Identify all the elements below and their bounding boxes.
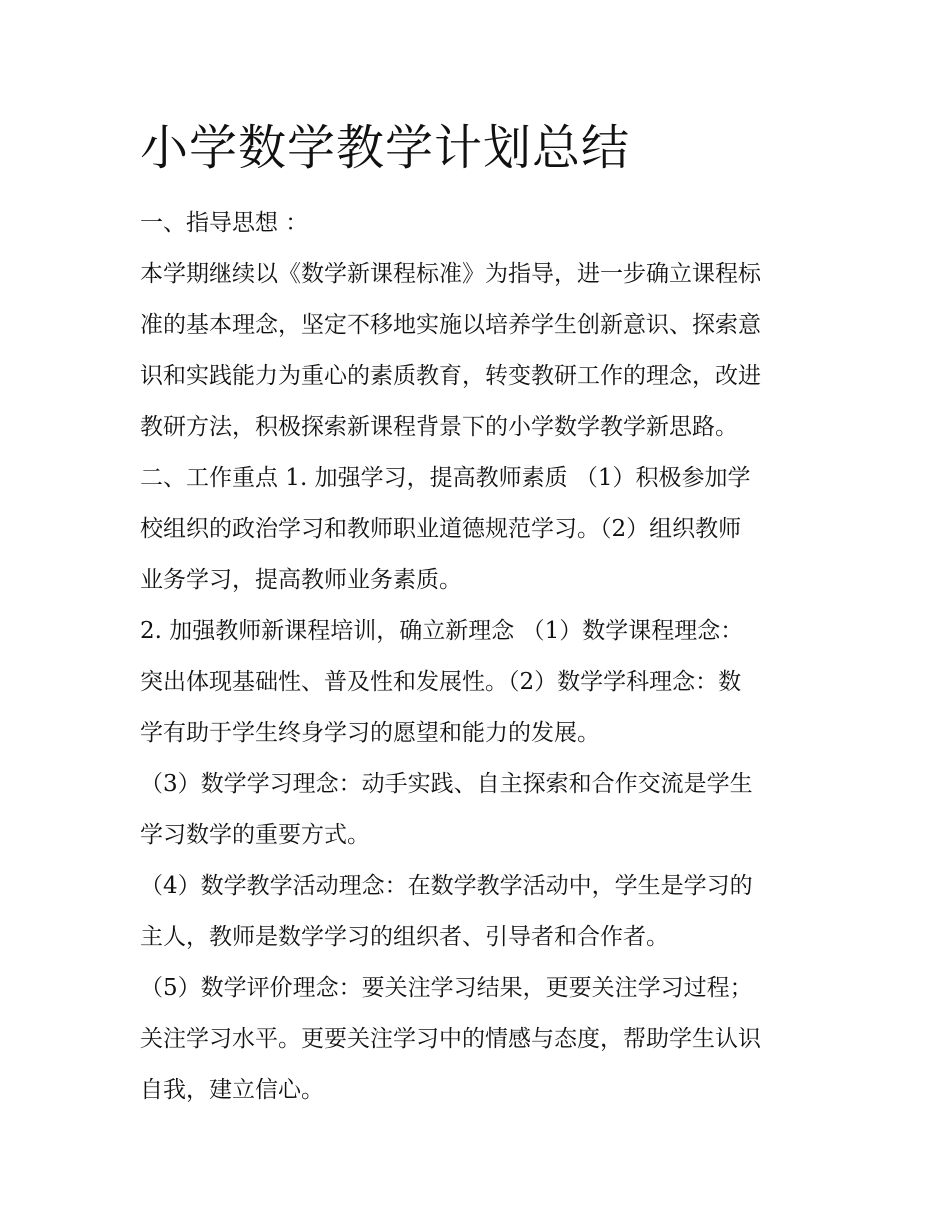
text-line: 突出体现基础性、普及性和发展性。（2）数学学科理念：数 <box>140 669 742 695</box>
text-line: （4）数学教学活动理念：在数学教学活动中，学生是学习的 <box>140 873 753 899</box>
text-line: 自我，建立信心。 <box>140 1077 324 1103</box>
text-line: 本学期继续以《数学新课程标准》为指导，进一步确立课程标 <box>140 261 761 287</box>
text-line: （5）数学评价理念：要关注学习结果，更要关注学习过程； <box>140 975 753 1001</box>
text-line: 关注学习水平。更要关注学习中的情感与态度，帮助学生认识 <box>140 1026 761 1052</box>
text-line: 学习数学的重要方式。 <box>140 822 370 848</box>
document-title: 小学数学教学计划总结 <box>140 120 631 176</box>
text-line: 教研方法，积极探索新课程背景下的小学数学教学新思路。 <box>140 414 738 440</box>
text-line: 校组织的政治学习和教师职业道德规范学习。（2）组织教师 <box>140 516 742 542</box>
text-line: 业务学习，提高教师业务素质。 <box>140 567 462 593</box>
text-line-section-1-heading: 一、指导思想 ： <box>140 210 309 236</box>
text-line: 识和实践能力为重心的素质教育，转变教研工作的理念，改进 <box>140 363 761 389</box>
text-line: 学有助于学生终身学习的愿望和能力的发展。 <box>140 720 600 746</box>
text-line: 准的基本理念，坚定不移地实施以培养学生创新意识、探索意 <box>140 312 761 338</box>
text-line: 2. 加强教师新课程培训，确立新理念 （1）数学课程理念： <box>140 618 744 644</box>
text-line: （3）数学学习理念：动手实践、自主探索和合作交流是学生 <box>140 771 753 797</box>
document-body <box>140 198 820 1116</box>
text-line-section-2-heading: 二、工作重点 1. 加强学习，提高教师素质 （1）积极参加学 <box>140 465 751 491</box>
text-line: 主人，教师是数学学习的组织者、引导者和合作者。 <box>140 924 669 950</box>
